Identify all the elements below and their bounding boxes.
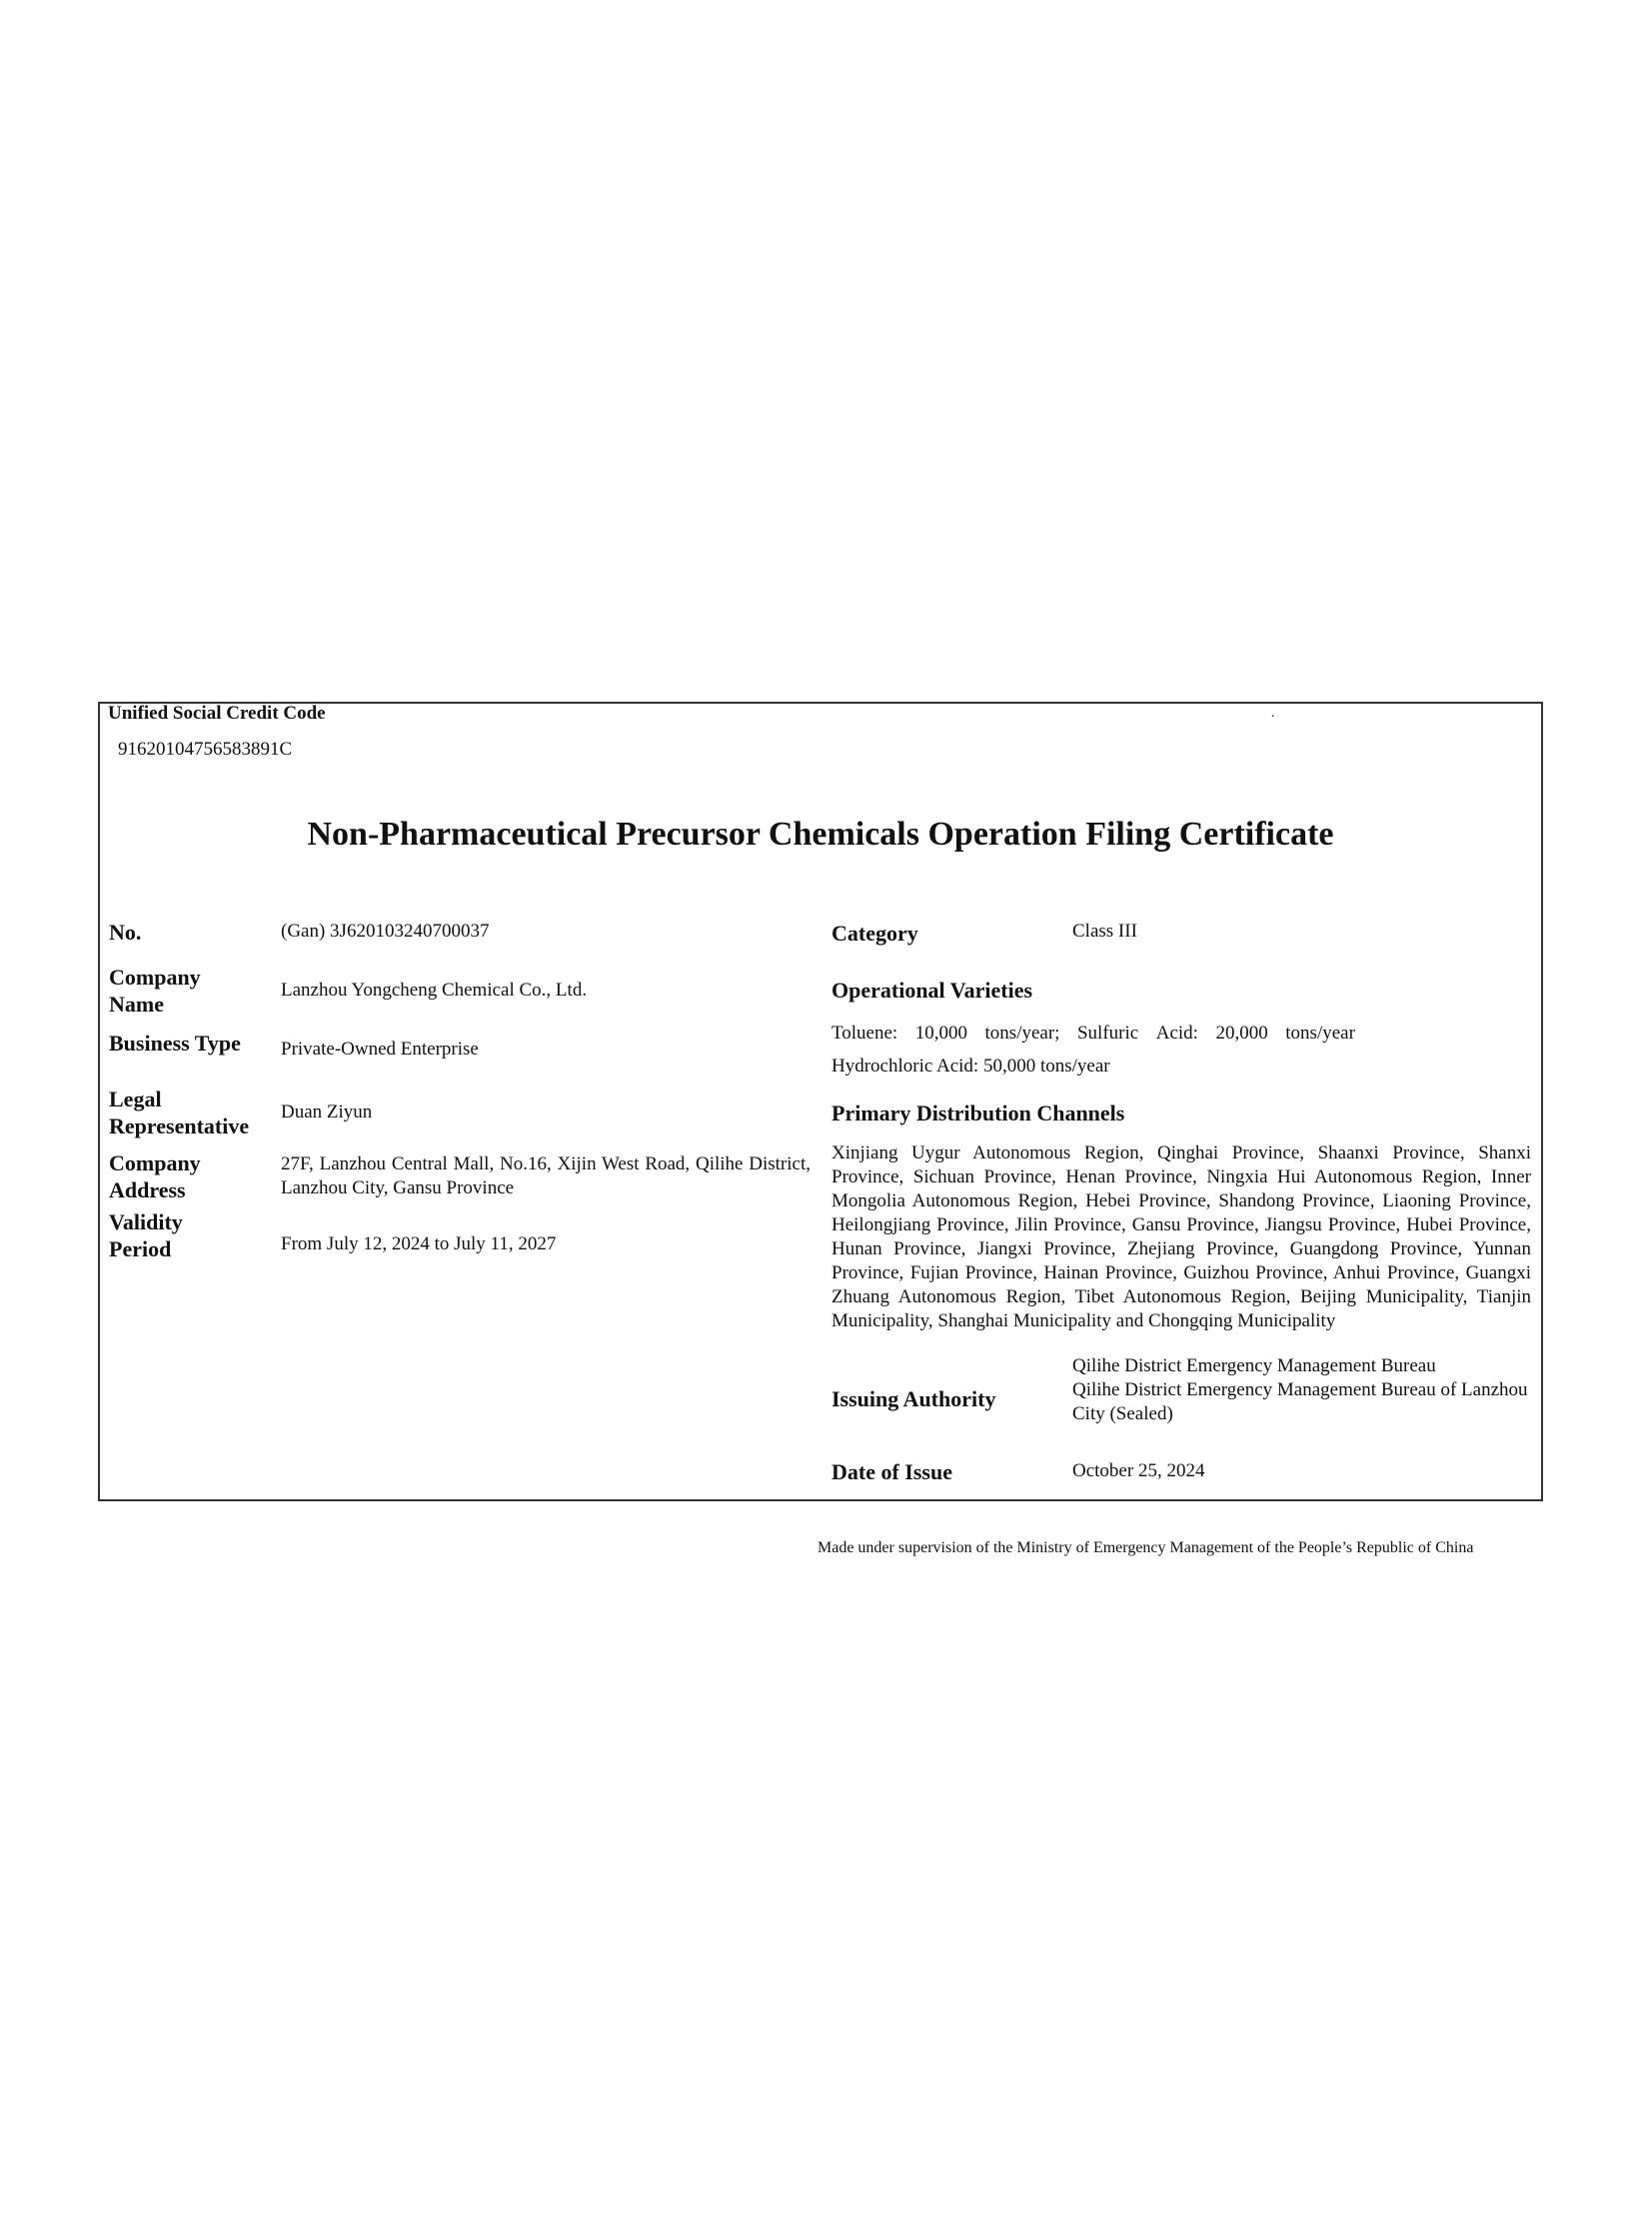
varieties-line-1 [831,1022,1355,1046]
certificate-title: Non-Pharmaceutical Precursor Chemicals Operation Filing Certificate [307,816,1334,853]
date-label: Date of Issue [831,1459,952,1484]
credit-code-value: 91620104756583891C [118,739,293,760]
footer-note: Made under supervision of the Ministry of Emergency Management of the People’s Republic of China [818,1539,1474,1556]
address-value: 27F, Lanzhou Central Mall, No.16, Xijin West Road, Qilihe District, Lanzhou City, Gansu Province [281,1153,811,1198]
address-label-line1: Company [109,1150,201,1175]
channels-value: Xinjiang Uygur Autonomous Region, Qinghai Province, Shaanxi Province, Shanxi Province, Sichuan Province, Henan Province, Ningxia Hui Autonomous Region, Inner Mongolia Autonomous Region, Hebei Province, Shandong Province, Liaoning Province, Heilongjiang Province, Jilin Province, Gansu Province, Jiangsu Province, Hubei Province, Hunan Province, Jiangxi Province, Zhejiang Province, Guangdong Province, Yunnan Province, Fujian Province, Hainan Province, Guizhou Province, Anhui Province, Guangxi Zhuang Autonomous Region, Tibet Autonomous Region, Beijing Municipality, Tianjin Municipality, Shanghai Municipality and Chongqing Municipality [831,1142,1531,1331]
company-name-value: Lanzhou Yongcheng Chemical Co., Ltd. [281,980,588,1001]
category-label: Category [831,921,918,946]
varieties-word: Sulfuric [1076,1023,1139,1044]
business-type-value: Private-Owned Enterprise [281,1039,479,1060]
business-type-label: Business Type [109,1031,241,1056]
no-value: (Gan) 3J620103240700037 [281,921,490,942]
authority-line-1: Qilihe District Emergency Management Bureau [1072,1355,1436,1376]
legal-rep-label [109,1086,249,1139]
no-label: No. [109,920,142,945]
corner-mark: . [1271,706,1275,721]
company-name-label-line2: Name [109,992,164,1017]
category-value: Class III [1072,921,1137,942]
varieties-word: 20,000 [1215,1023,1268,1044]
varieties-word: tons/year [1285,1023,1355,1044]
legal-rep-value: Duan Ziyun [281,1102,373,1122]
validity-value: From July 12, 2024 to July 11, 2027 [281,1233,557,1254]
authority-value [1072,1354,1532,1426]
validity-label-line2: Period [109,1236,172,1261]
address-label-line2: Address [109,1177,186,1202]
company-name-label-line1: Company [109,965,201,990]
varieties-word: Acid: [1155,1023,1198,1044]
validity-label [109,1208,183,1262]
company-name-label [109,964,201,1018]
legal-rep-label-line1: Legal [109,1087,162,1111]
validity-label-line1: Validity [109,1209,183,1234]
varieties-word: tons/year; [984,1023,1060,1044]
authority-label: Issuing Authority [831,1386,996,1411]
channels-label: Primary Distribution Channels [831,1101,1125,1125]
varieties-word: 10,000 [914,1023,967,1044]
varieties-label: Operational Varieties [831,978,1033,1003]
authority-line-2: Qilihe District Emergency Management Bureau of Lanzhou City (Sealed) [1072,1379,1528,1424]
address-label [109,1149,201,1203]
varieties-word: Toluene: [831,1023,898,1044]
varieties-line-2: Hydrochloric Acid: 50,000 tons/year [831,1056,1110,1077]
credit-code-label: Unified Social Credit Code [108,703,326,724]
legal-rep-label-line2: Representative [109,1113,250,1138]
date-value: October 25, 2024 [1072,1460,1205,1481]
